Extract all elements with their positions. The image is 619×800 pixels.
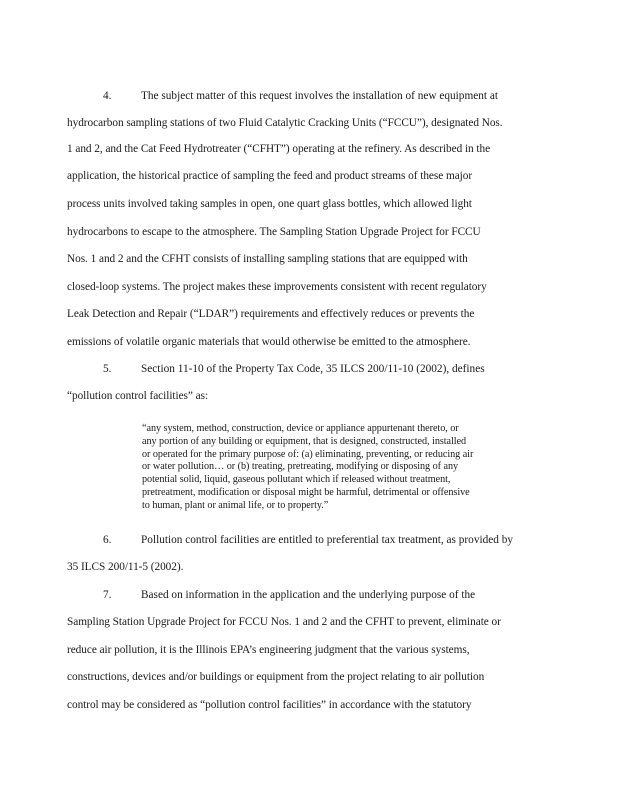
paragraph-line: control may be considered as “pollution control facilities” in accordance with the statutory bbox=[67, 699, 472, 711]
paragraph-line: hydrocarbons to escape to the atmosphere. The Sampling Station Upgrade Project for FCCU bbox=[67, 226, 481, 238]
paragraph-number: 6. bbox=[103, 534, 112, 546]
paragraph-line: constructions, devices and/or buildings or equipment from the project relating to air pollution bbox=[67, 671, 485, 683]
paragraph-line: 35 ILCS 200/11-5 (2002). bbox=[67, 561, 184, 573]
paragraph-line: application, the historical practice of sampling the feed and product streams of these major bbox=[67, 170, 473, 182]
quote-line: to human, plant or animal life, or to property.” bbox=[142, 500, 329, 511]
paragraph-line: Based on information in the application and the underlying purpose of the bbox=[141, 589, 476, 601]
quote-line: potential solid, liquid, gaseous pollutant which if released without treatment, bbox=[142, 474, 451, 485]
quote-line: “any system, method, construction, device or appliance appurtenant thereto, or bbox=[142, 423, 459, 434]
quote-line: or operated for the primary purpose of: (a) eliminating, preventing, or reducing air bbox=[142, 449, 474, 460]
paragraph-number: 5. bbox=[103, 363, 112, 375]
paragraph-line: Sampling Station Upgrade Project for FCCU Nos. 1 and 2 and the CFHT to prevent, eliminate or bbox=[67, 616, 501, 628]
quote-line: pretreatment, modification or disposal might be harmful, detrimental or offensive bbox=[142, 487, 470, 498]
paragraph-line: closed-loop systems. The project makes these improvements consistent with recent regulatory bbox=[67, 281, 487, 293]
paragraph-line: emissions of volatile organic materials that would otherwise be emitted to the atmosphere. bbox=[67, 336, 471, 348]
paragraph-line: “pollution control facilities” as: bbox=[67, 390, 209, 402]
paragraph-number: 7. bbox=[103, 589, 112, 601]
paragraph-line: The subject matter of this request involves the installation of new equipment at bbox=[141, 90, 499, 102]
paragraph-line: Pollution control facilities are entitled to preferential tax treatment, as provided by bbox=[141, 534, 514, 546]
paragraph-line: Nos. 1 and 2 and the CFHT consists of installing sampling stations that are equipped with bbox=[67, 253, 468, 265]
paragraph-line: Section 11-10 of the Property Tax Code, 35 ILCS 200/11-10 (2002), defines bbox=[141, 363, 485, 375]
quote-line: any portion of any building or equipment, that is designed, constructed, installed bbox=[142, 436, 467, 447]
paragraph-line: hydrocarbon sampling stations of two Fluid Catalytic Cracking Units (“FCCU”), designated Nos. bbox=[67, 117, 503, 129]
quote-line: or water pollution… or (b) treating, pretreating, modifying or disposing of any bbox=[142, 461, 459, 472]
paragraph-line: reduce air pollution, it is the Illinois EPA’s engineering judgment that the various systems, bbox=[67, 644, 470, 656]
paragraph-line: 1 and 2, and the Cat Feed Hydrotreater (“CFHT”) operating at the refinery. As described in the bbox=[67, 143, 491, 155]
paragraph-number: 4. bbox=[103, 90, 112, 102]
paragraph-line: Leak Detection and Repair (“LDAR”) requirements and effectively reduces or prevents the bbox=[67, 308, 475, 320]
paragraph-line: process units involved taking samples in open, one quart glass bottles, which allowed light bbox=[67, 198, 472, 210]
